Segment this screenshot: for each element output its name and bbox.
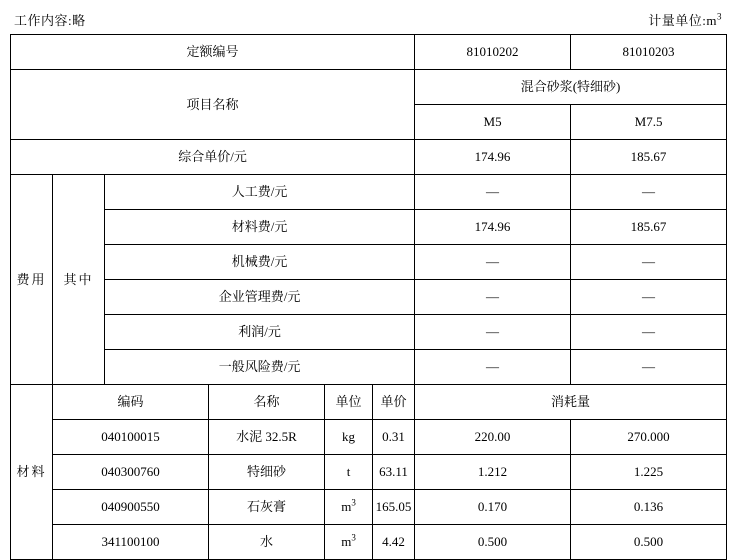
material-label: 材料 — [11, 385, 53, 560]
quota-code-1: 81010202 — [415, 35, 571, 70]
table-row-fee-material — [11, 210, 727, 245]
table-row-fee-risk — [11, 350, 727, 385]
material-code: 040900550 — [53, 490, 209, 525]
material-code: 040300760 — [53, 455, 209, 490]
material-name: 石灰膏 — [209, 490, 325, 525]
table-row-fee-management — [11, 280, 727, 315]
material-header-code: 编码 — [53, 385, 209, 420]
fee-row-3-value-1: — — [415, 280, 571, 315]
fee-row-label-4: 利润/元 — [105, 315, 415, 350]
material-header-unit: 单位 — [325, 385, 373, 420]
unit-price-2: 185.67 — [571, 140, 727, 175]
item-name-label: 项目名称 — [11, 70, 415, 140]
material-unit-text: m — [341, 534, 352, 550]
material-consumption-2: 1.225 — [571, 455, 727, 490]
table-row — [11, 490, 727, 525]
material-price: 0.31 — [373, 420, 415, 455]
material-name: 水 — [209, 525, 325, 560]
material-header-name: 名称 — [209, 385, 325, 420]
measure-unit-sup: 3 — [717, 11, 722, 22]
grade-1: M5 — [415, 105, 571, 140]
table-row-fee-profit — [11, 315, 727, 350]
fee-row-1-value-1: 174.96 — [415, 210, 571, 245]
material-consumption-1: 220.00 — [415, 420, 571, 455]
material-consumption-2: 270.000 — [571, 420, 727, 455]
table-row — [11, 455, 727, 490]
fee-row-label-3: 企业管理费/元 — [105, 280, 415, 315]
fee-row-4-value-2: — — [571, 315, 727, 350]
material-consumption-1: 1.212 — [415, 455, 571, 490]
unit-price-1: 174.96 — [415, 140, 571, 175]
fee-row-2-value-1: — — [415, 245, 571, 280]
fee-row-0-value-2: — — [571, 175, 727, 210]
material-price: 165.05 — [373, 490, 415, 525]
material-consumption-1: 0.170 — [415, 490, 571, 525]
fee-row-5-value-1: — — [415, 350, 571, 385]
fee-row-1-value-2: 185.67 — [571, 210, 727, 245]
document-header — [10, 8, 726, 34]
fee-row-2-value-2: — — [571, 245, 727, 280]
fee-row-label-1: 材料费/元 — [105, 210, 415, 245]
material-code: 341100100 — [53, 525, 209, 560]
table-row-fee-labor — [11, 175, 727, 210]
fee-row-label-5: 一般风险费/元 — [105, 350, 415, 385]
material-consumption-1: 0.500 — [415, 525, 571, 560]
material-unit — [325, 420, 373, 455]
table-row-material-header — [11, 385, 727, 420]
material-name: 特细砂 — [209, 455, 325, 490]
material-unit — [325, 455, 373, 490]
material-unit — [325, 490, 373, 525]
table-row-unit-price — [11, 140, 727, 175]
measure-unit-text: 计量单位: — [648, 13, 707, 28]
material-price: 4.42 — [373, 525, 415, 560]
material-unit-sup: 3 — [351, 532, 356, 543]
quota-code-2: 81010203 — [571, 35, 727, 70]
material-code: 040100015 — [53, 420, 209, 455]
quota-table — [10, 34, 727, 560]
table-row-item-name-top — [11, 70, 727, 105]
fee-row-0-value-1: — — [415, 175, 571, 210]
material-consumption-2: 0.500 — [571, 525, 727, 560]
fee-row-4-value-1: — — [415, 315, 571, 350]
material-unit-text: kg — [342, 429, 355, 445]
unit-price-label: 综合单价/元 — [11, 140, 415, 175]
fee-row-3-value-2: — — [571, 280, 727, 315]
material-unit-text: t — [346, 464, 351, 480]
material-header-price: 单价 — [373, 385, 415, 420]
table-row-quota-code — [11, 35, 727, 70]
fee-row-label-0: 人工费/元 — [105, 175, 415, 210]
work-content-label: 工作内容:略 — [14, 13, 86, 28]
material-name: 水泥 32.5R — [209, 420, 325, 455]
measure-unit-value: m — [706, 13, 717, 28]
fee-row-label-2: 机械费/元 — [105, 245, 415, 280]
table-row-fee-machine — [11, 245, 727, 280]
material-unit — [325, 525, 373, 560]
material-consumption-2: 0.136 — [571, 490, 727, 525]
material-unit-text: m — [341, 499, 352, 515]
quota-code-label: 定额编号 — [11, 35, 415, 70]
mortar-name: 混合砂浆(特细砂) — [415, 70, 727, 105]
table-row — [11, 420, 727, 455]
material-header-consumption: 消耗量 — [415, 385, 727, 420]
measure-unit-label — [648, 10, 722, 29]
fee-label: 费用 — [11, 175, 53, 385]
material-price: 63.11 — [373, 455, 415, 490]
grade-2: M7.5 — [571, 105, 727, 140]
among-label: 其中 — [53, 175, 105, 385]
fee-row-5-value-2: — — [571, 350, 727, 385]
material-unit-sup: 3 — [351, 497, 356, 508]
table-row — [11, 525, 727, 560]
